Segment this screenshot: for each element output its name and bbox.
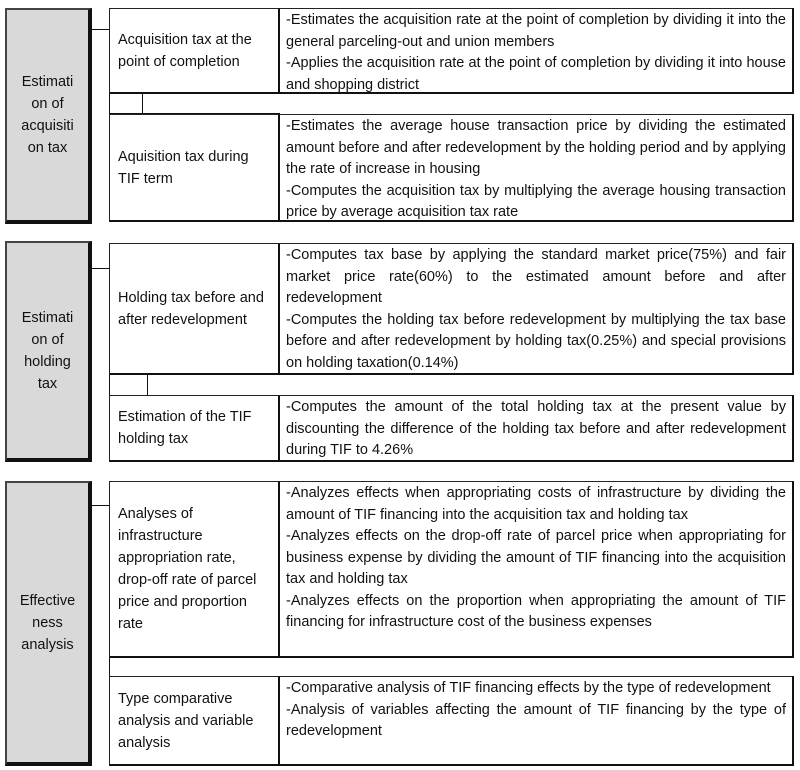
- description-line: -Computes the holding tax before redevelopment by multiplying the tax base before and after redevelopment by holding tax(0.25%) and special provisions on holding taxation(0.14%): [286, 311, 786, 371]
- category-text: Estimati: [21, 74, 74, 90]
- item-label: Type comparative analysis and variable analysis: [109, 676, 280, 766]
- category-text: tax: [37, 375, 58, 392]
- description-line: -Estimates the average house transaction price by dividing the estimated amount before and after redevelopment by the holding period and by applying the rate of increase in housing: [286, 118, 786, 177]
- category-text: acquisiti: [21, 118, 74, 134]
- description-line: -Computes the acquisition tax by multiplying the average housing transaction price by average acquisition tax rate: [286, 182, 786, 220]
- connector: [142, 94, 143, 114]
- item-description: [280, 395, 794, 462]
- connector: [92, 268, 109, 269]
- item-description: [280, 114, 794, 222]
- description-line: -Computes the amount of the total holding tax at the present value by discounting the difference of the holding tax before and after redevelopment during TIF to 4.26%: [286, 399, 786, 458]
- connector: [109, 375, 110, 395]
- item-description: [280, 243, 794, 375]
- category-text: analysis: [21, 636, 74, 653]
- category-effectiveness-analysis: [5, 481, 92, 766]
- category-text: holding: [24, 353, 71, 370]
- item-label: Holding tax before and after redevelopment: [109, 243, 280, 375]
- description-line: -Applies the acquisition rate at the point of completion by dividing it into house and shopping district: [286, 55, 786, 93]
- connector: [92, 505, 109, 506]
- category-holding-tax: [5, 241, 92, 462]
- item-description: [280, 676, 794, 766]
- category-text: on of: [31, 96, 64, 112]
- category-text: ness: [32, 614, 63, 631]
- category-text: Estimati: [21, 309, 74, 326]
- category-text: on of: [31, 331, 64, 348]
- item-label: Analyses of infrastructure appropriation rate, drop-off rate of parcel price and proportion rate: [109, 481, 280, 658]
- connector: [92, 29, 109, 30]
- item-label: Aquisition tax during TIF term: [109, 114, 280, 222]
- description-line: -Analyzes effects on the drop-off rate of parcel price when appropriating for business expense by dividing the amount of TIF financing into the acquisition tax and holding tax: [286, 528, 786, 587]
- category-text: Effective: [19, 592, 76, 609]
- description-line: -Comparative analysis of TIF financing effects by the type of redevelopment: [286, 680, 771, 696]
- item-description: [280, 481, 794, 658]
- description-line: -Computes tax base by applying the standard market price(75%) and fair market price rate(60%) to the estimated amount before and after redevelopment: [286, 247, 786, 306]
- description-line: -Analysis of variables affecting the amount of TIF financing by the type of redevelopment: [286, 701, 786, 739]
- item-label: Acquisition tax at the point of completion: [109, 8, 280, 94]
- connector: [147, 375, 148, 395]
- item-description: [280, 8, 794, 94]
- description-line: -Analyzes effects on the proportion when appropriating the amount of TIF financing for infrastructure cost of the business expenses: [286, 592, 786, 630]
- category-acquisition-tax: [5, 8, 92, 224]
- item-label: Estimation of the TIF holding tax: [109, 395, 280, 462]
- category-text: on tax: [27, 140, 68, 156]
- connector: [109, 94, 110, 114]
- connector: [109, 658, 110, 676]
- description-line: -Analyzes effects when appropriating costs of infrastructure by dividing the amount of TIF financing into the acquisition tax and holding tax: [286, 485, 786, 523]
- description-line: -Estimates the acquisition rate at the point of completion by dividing it into the general parceling-out and union members: [286, 12, 786, 50]
